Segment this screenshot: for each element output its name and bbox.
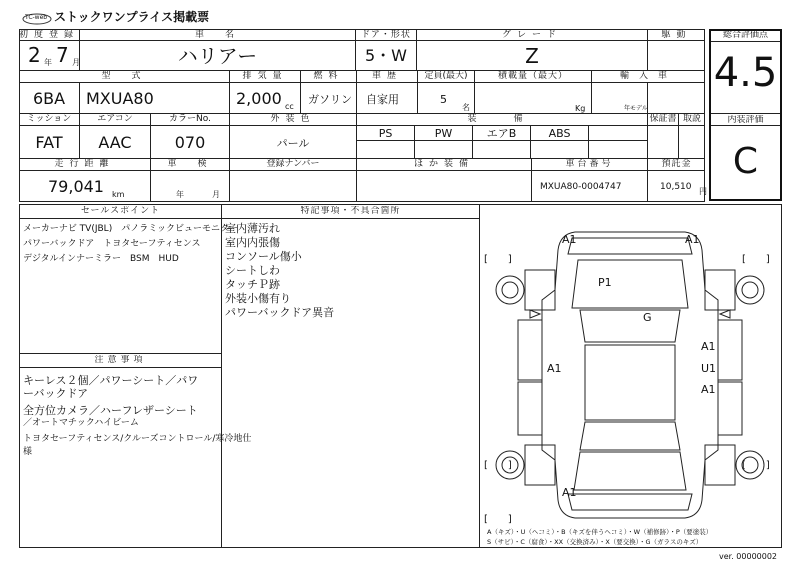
plate-label: 登録ナンバー — [266, 159, 320, 169]
other-equip-label: ほか装備 — [413, 159, 474, 169]
damage-mark: P1 — [598, 276, 612, 289]
door-shape: 5・W — [364, 46, 407, 65]
sales-points-label: セールスポイント — [80, 206, 161, 216]
load-unit: Kg — [575, 104, 586, 113]
inspection-label: 車 検 — [167, 159, 213, 169]
sales-line: デジタルインナーミラー BSM HUD — [23, 254, 179, 264]
bracket-mark: [ ] — [484, 460, 512, 471]
car-outline-icon — [480, 210, 782, 528]
ac-value: AAC — [98, 133, 132, 152]
import-label: 輸入車 — [619, 71, 677, 81]
import-model-note: 年モデル — [624, 105, 648, 112]
logo-text: TC-web — [25, 14, 48, 21]
special-line: パワーバックドア異音 — [225, 306, 335, 319]
damage-mark: A1 — [562, 486, 577, 499]
recycle-label: 預託金 — [661, 159, 692, 169]
notes-line: ／オートマチックハイビーム — [23, 418, 139, 428]
special-line: 室内内張傷 — [225, 236, 280, 249]
car-type-value: 自家用 — [366, 93, 399, 106]
ac-label: エアコン — [97, 114, 133, 124]
interior-score: C — [732, 141, 759, 182]
year-unit: 年 — [44, 58, 52, 67]
mileage-label: 走行距離 — [54, 159, 115, 169]
fuel-label: 燃料 — [313, 71, 344, 81]
legend-line-2: S（サビ）・C（腐食）・XX（交換済み）・X（要交換）・G（ガラスのキズ） — [487, 538, 703, 546]
notes-line: 全方位カメラ／ハーフレザーシート — [23, 404, 198, 417]
version-text: ver. 00000002 — [719, 552, 778, 561]
legend-line-1: A（キズ）・U（ヘコミ）・B（キズを伴うヘコミ）・W（補修跡）・P（要塗装） — [487, 528, 713, 536]
displacement: 2,000 — [236, 89, 282, 108]
damage-mark: A1 — [562, 233, 577, 246]
exterior-value: パール — [276, 137, 310, 150]
grade-value: Z — [525, 44, 539, 68]
damage-mark: G — [643, 311, 652, 324]
capacity-unit: 名 — [462, 103, 470, 112]
sales-line: メーカーナビ TV(JBL) パノラミックビューモニター — [23, 224, 239, 234]
first-reg-label: 初度登録 — [19, 30, 79, 40]
notes-line: 様 — [23, 447, 33, 457]
equip-item: PW — [434, 127, 453, 140]
capacity-value: 5 — [440, 93, 447, 106]
chassis-value: MXUA80-0004747 — [540, 182, 622, 192]
equip-item: エアB — [486, 127, 517, 140]
mileage-unit: km — [112, 190, 125, 199]
color-no-label: カラーNo. — [169, 114, 211, 124]
load-label: 積載量（最大） — [497, 71, 568, 81]
warranty-label: 保証書 — [649, 114, 677, 124]
model-code: MXUA80 — [86, 89, 154, 108]
first-reg-year: 2 — [28, 43, 41, 67]
special-line: シートしわ — [225, 264, 280, 277]
fuel-value: ガソリン — [308, 93, 352, 106]
grade-label: グレード — [501, 30, 562, 40]
notes-line: トヨタセーフティセンス/クルーズコントロール/寒冷地仕 — [23, 434, 252, 444]
interior-label: 内装評価 — [727, 115, 764, 125]
equip-label: 装 備 — [467, 114, 537, 124]
notes-line: ーバックドア — [23, 387, 89, 400]
special-line: コンソール傷小 — [225, 250, 302, 263]
color-no-value: 070 — [174, 133, 206, 152]
bracket-mark: [ ] — [742, 254, 770, 265]
specials-label: 特記事項・不具合箇所 — [300, 206, 401, 216]
model-prefix: 6BA — [33, 89, 66, 108]
recycle-unit: 円 — [699, 187, 707, 196]
equip-item: ABS — [548, 127, 571, 140]
drive-label: 駆動 — [661, 30, 692, 40]
damage-mark: A1 — [547, 362, 562, 375]
mission-value: FAT — [35, 133, 63, 152]
overall-score: 4.5 — [713, 50, 778, 96]
manual-label: 取説 — [682, 114, 701, 124]
first-reg-month: 7 — [56, 43, 69, 67]
damage-mark: A1 — [701, 383, 716, 396]
model-label: 型 式 — [101, 71, 147, 81]
damage-mark: A1 — [685, 233, 700, 246]
overall-label: 総合評価点 — [722, 30, 768, 40]
bracket-mark: [ ] — [484, 254, 512, 265]
equip-item: PS — [378, 127, 393, 140]
special-line: 室内薄汚れ — [225, 222, 280, 235]
brand-logo — [22, 11, 52, 25]
car-type-label: 車歴 — [371, 71, 402, 81]
bracket-mark: [ ] — [484, 514, 512, 525]
special-line: タッチＰ跡 — [225, 278, 280, 291]
inspection-month-unit: 月 — [212, 190, 220, 199]
notes-line: キーレス２個／パワーシート／パワ — [23, 374, 199, 387]
car-name-label: 車 名 — [194, 30, 240, 40]
disp-label: 排気量 — [242, 71, 288, 81]
chassis-label: 車台番号 — [565, 159, 614, 169]
month-unit: 月 — [72, 58, 80, 67]
disp-unit: cc — [285, 102, 294, 111]
inspection-year-unit: 年 — [176, 190, 184, 199]
page-title: ストックワンプライス掲載票 — [54, 10, 210, 24]
damage-mark: U1 — [701, 362, 717, 375]
capacity-label: 定員(最大) — [424, 71, 468, 81]
damage-mark: A1 — [701, 340, 716, 353]
car-name: ハリアー — [177, 44, 258, 68]
mileage-value: 79,041 — [48, 177, 104, 196]
bracket-mark: [ ] — [742, 460, 770, 471]
mission-label: ミッション — [26, 114, 72, 124]
recycle-value: 10,510 — [660, 182, 692, 192]
notes-label: 注意事項 — [94, 355, 147, 365]
sales-line: パワーバックドア トヨタセーフティセンス — [23, 239, 201, 249]
special-line: 外装小傷有り — [225, 292, 291, 305]
exterior-label: 外装色 — [270, 114, 316, 124]
door-label: ドア・形状 — [361, 30, 411, 40]
car-diagram — [480, 210, 782, 528]
